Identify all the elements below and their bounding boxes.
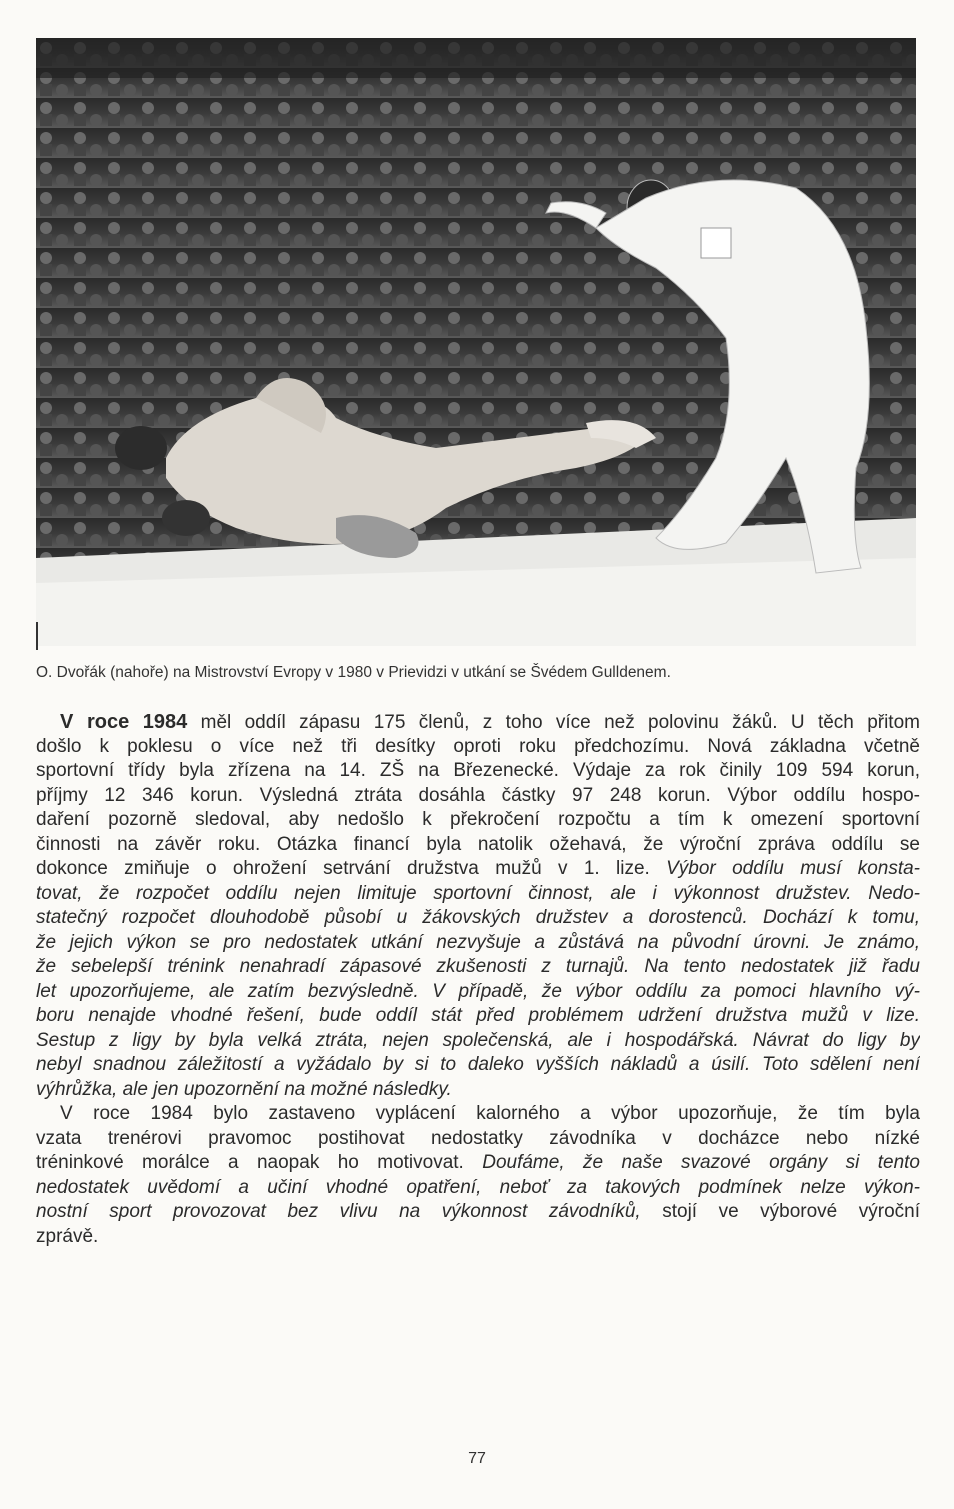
text-line xyxy=(36,1151,920,1176)
photo-caption: O. Dvořák (nahoře) na Mistrovství Evropy v 1980 v Prievidzi v utkání se Švédem Gulldenem. xyxy=(36,664,671,681)
text-line-italic: statečný rozpočet dlouhodobě působí u žákovských družstev a dorostenců. Dochází k tomu, xyxy=(36,907,920,928)
wrestling-photo xyxy=(36,38,916,646)
text-line: sportovní třídy byla zřízena na 14. ZŠ na Březenecké. Výdaje za rok činily 109 594 korun, xyxy=(36,760,920,781)
text-segment: stojí ve výborové výroční xyxy=(640,1201,920,1222)
text-line-italic: let upozorňujeme, ale zatím bezvýsledně. V případě, že výbor oddílu za pomoci hlavního vý- xyxy=(36,980,920,1002)
text-segment: měl oddíl zápasu 175 členů, z toho více než polovinu žáků. U těch přitom xyxy=(187,712,920,733)
text-segment: tréninkové morálce a naopak ho motivovat. xyxy=(36,1152,483,1173)
text-line xyxy=(36,857,920,882)
text-line-italic: že jejich výkon se pro nedostatek utkání nezvyšuje a zůstává na původní úrovni. Je známo, xyxy=(36,931,920,953)
article-body xyxy=(36,710,920,1249)
lead-bold: V roce 1984 xyxy=(60,711,188,733)
text-line: vzata trenérovi pravomoc postihovat nedostatky závodníka v docházce nebo nízké xyxy=(36,1127,920,1149)
text-line-italic: Sestup z ligy by byla velká ztráta, nejen společenská, ale i hospodářská. Návrat do ligy by xyxy=(36,1029,920,1051)
photo-illustration xyxy=(36,38,916,646)
text-line-italic: nebyl snadnou záležitostí a vyžádalo by si to daleko vyšších nákladů a úsilí. Toto sdělení není xyxy=(36,1054,920,1075)
text-segment-italic: Doufáme, že naše svazové orgány si tento xyxy=(482,1152,920,1173)
text-line-italic: tovat, že rozpočet oddílu nejen limituje sportovní činnost, ale i výkonnost družstev. Nedo- xyxy=(36,882,920,904)
text-line: V roce 1984 bylo zastaveno vyplácení kalorného a výbor upozorňuje, že tím byla xyxy=(60,1103,920,1124)
text-line-italic: nedostatek uvědomí a učiní vhodné opatření, neboť za takových podmínek nelze výkon- xyxy=(36,1176,920,1198)
text-segment: dokonce zmiňuje o ohrožení setrvání družstva mužů v 1. lize. xyxy=(36,858,667,879)
text-line xyxy=(36,1200,920,1225)
text-line: příjmy 12 346 korun. Výsledná ztráta dosáhla částky 97 248 korun. Výbor oddílu hospo- xyxy=(36,784,920,806)
text-segment-italic: nostní sport provozovat bez vlivu na výkonnost závodníků, xyxy=(36,1201,641,1222)
text-line-italic: boru nenajde vhodné řešení, bude oddíl stát před problémem udržení družstva mužů v lize. xyxy=(36,1005,920,1026)
text-line: došlo k poklesu o více než tři desítky oproti roku předchozímu. Nová základna včetně xyxy=(36,735,920,757)
text-line: činnosti na závěr roku. Otázka financí byla natolik ožehavá, že výroční zpráva oddílu se xyxy=(36,833,920,855)
text-line: zprávě. xyxy=(36,1225,99,1247)
text-line-italic: že sebelepší trénink nenahradí zápasové zkušenosti z turnajů. Na tento nedostatek již řadu xyxy=(36,956,920,977)
text-line-italic: výhrůžka, ale jen upozornění na možné následky. xyxy=(36,1078,452,1100)
margin-mark xyxy=(36,622,38,650)
text-segment-italic: Výbor oddílu musí konsta- xyxy=(666,858,920,879)
text-line: daření pozorně sledoval, aby nedošlo k překročení rozpočtu a tím k omezení sportovní xyxy=(36,809,920,830)
page-number: 77 xyxy=(468,1450,486,1467)
text-line xyxy=(60,710,920,735)
